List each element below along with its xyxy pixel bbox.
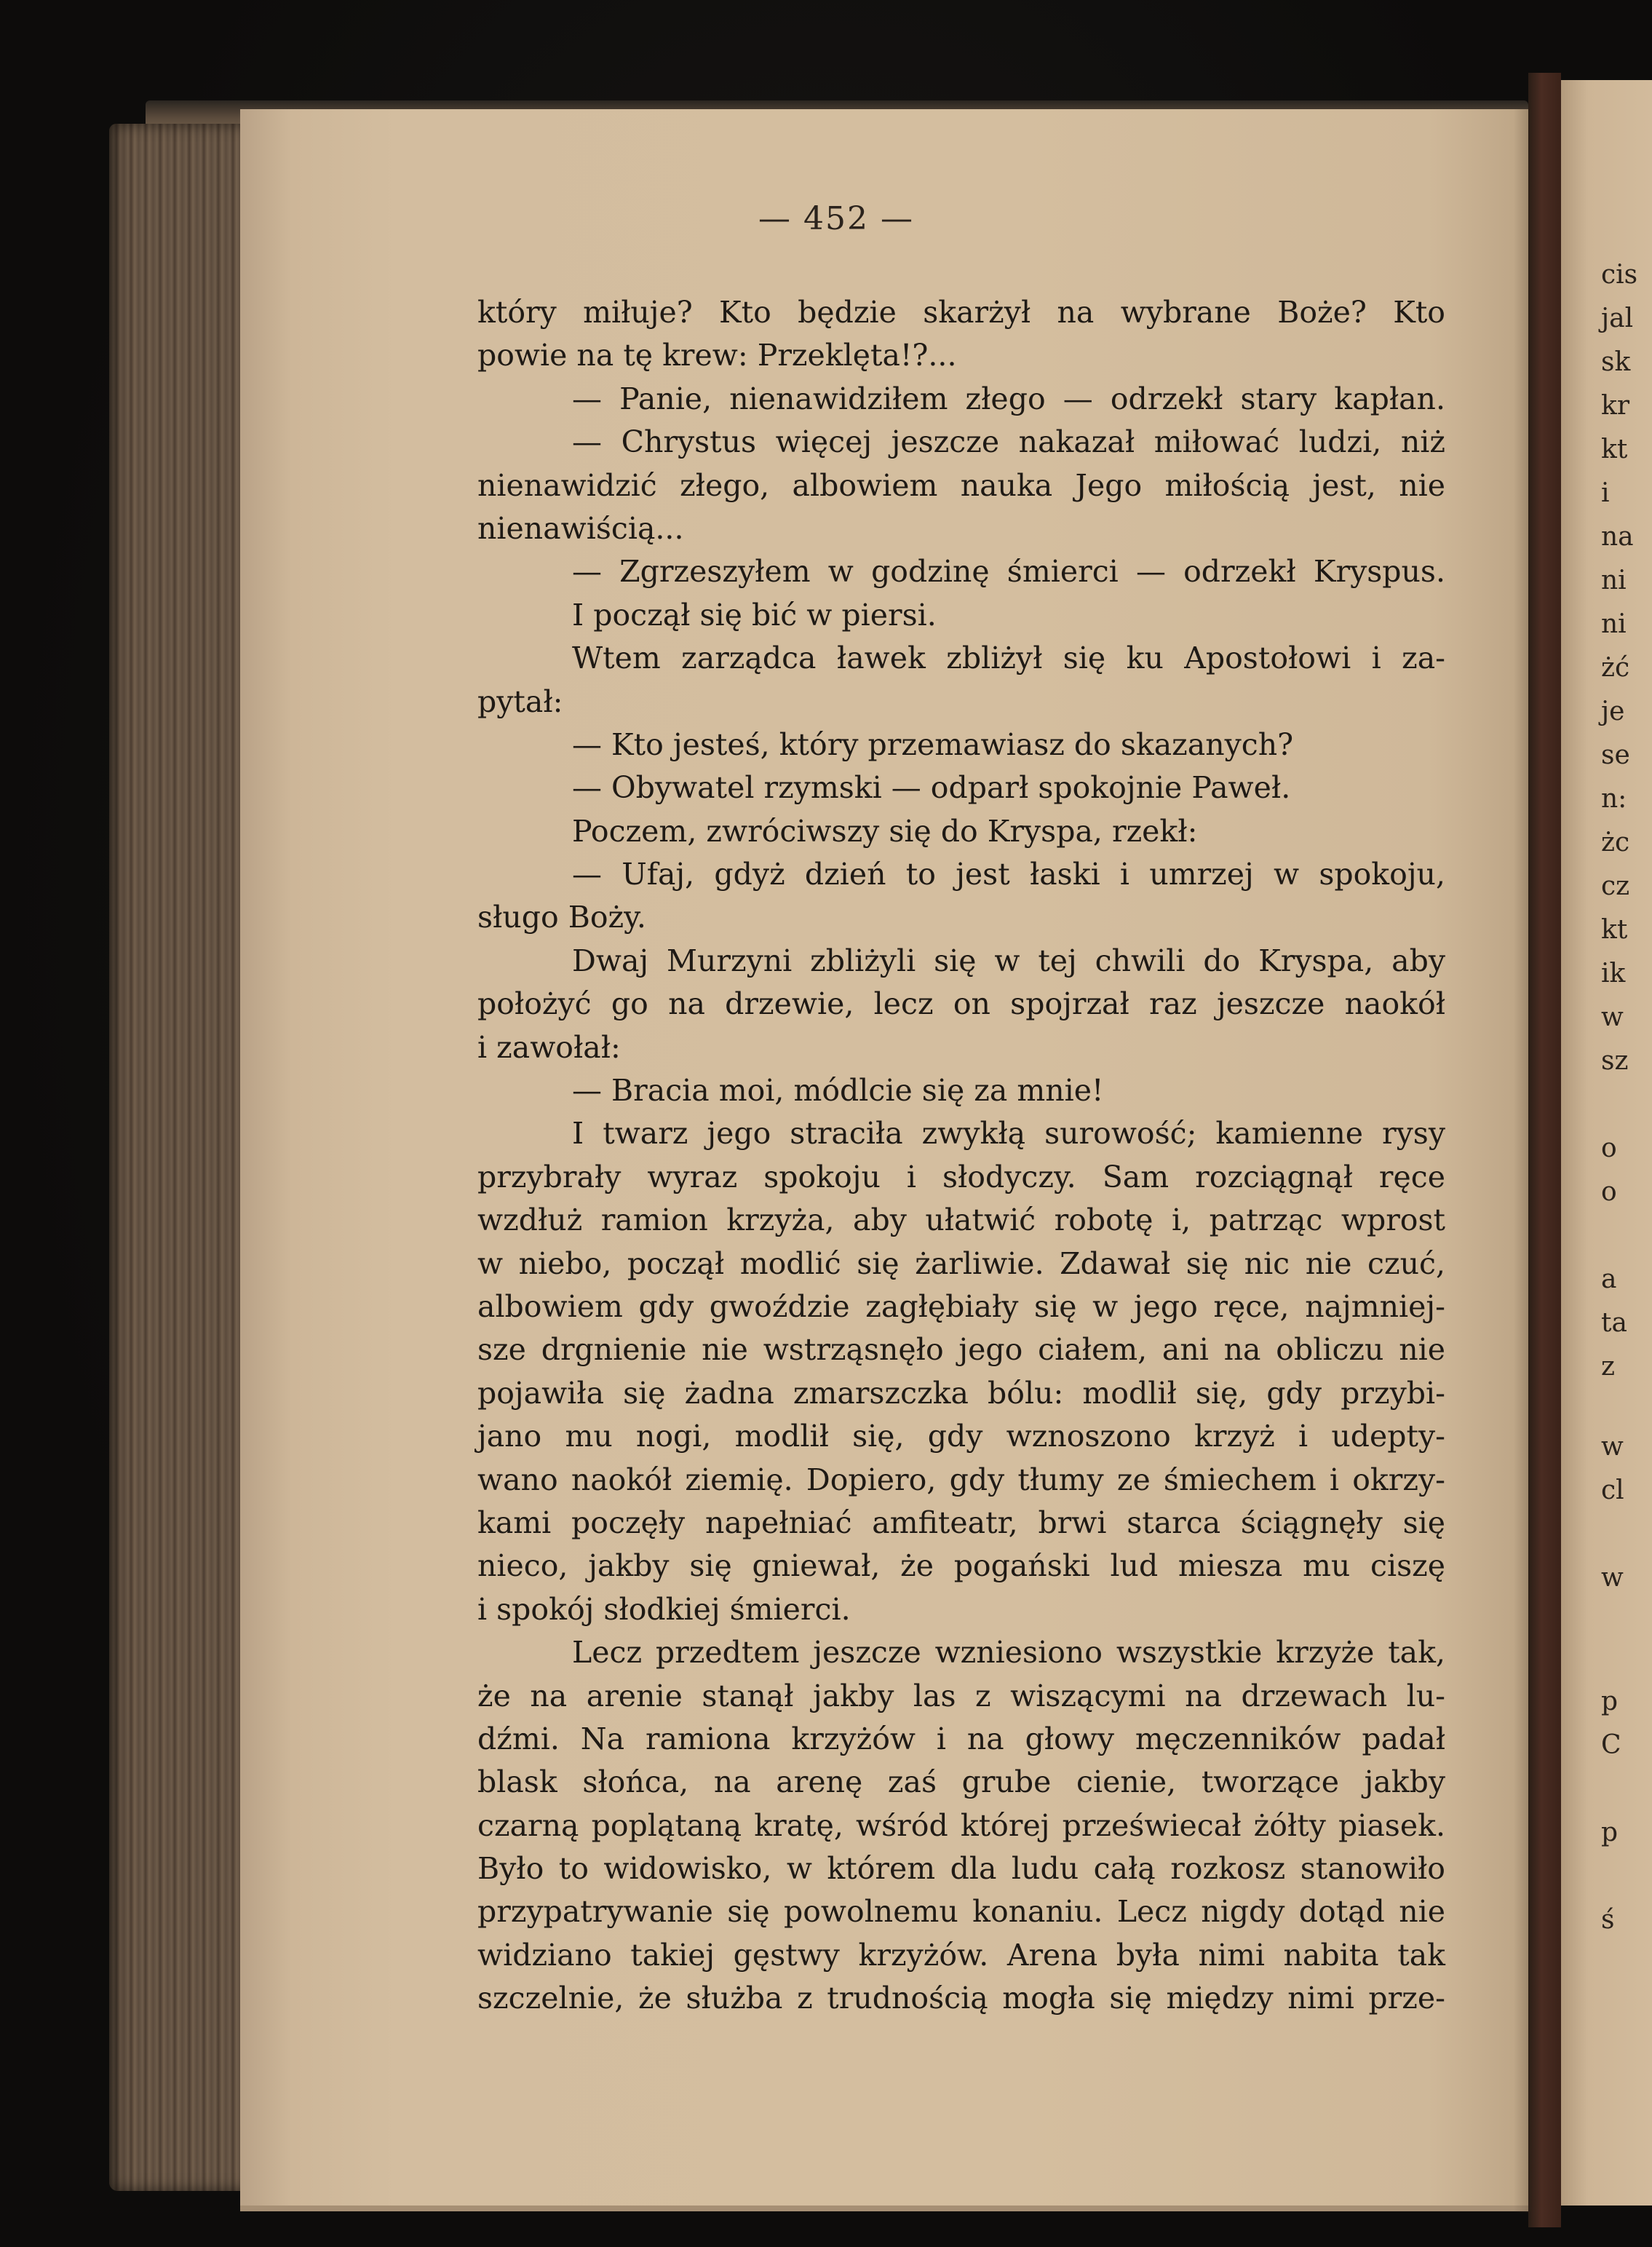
text-line: czarną poplątaną kratę, wśród której przeświecał żółty piasek. [477, 1807, 1445, 1843]
facing-page-fragment: ni [1601, 566, 1627, 595]
facing-page-fragment: p [1601, 1818, 1619, 1847]
facing-page-fragment: w [1601, 1563, 1624, 1593]
page-body-text [477, 291, 1445, 2021]
text-line: sze drgnienie nie wstrząsnęło jego ciałem, ani na obliczu nie [477, 1332, 1445, 1368]
text-line: pojawiła się żadna zmarszczka bólu: modlił się, gdy przybi- [477, 1375, 1445, 1411]
facing-page-fragment: kt [1601, 915, 1628, 945]
facing-page-fragment: a [1601, 1264, 1617, 1294]
text-line: albowiem gdy gwoździe zagłębiały się w jego ręce, najmniej- [477, 1288, 1445, 1324]
text-line: przypatrywanie się powolnemu konaniu. Lecz nigdy dotąd nie [477, 1894, 1445, 1930]
facing-page-fragment: żć [1601, 653, 1630, 683]
text-line: — Obywatel rzymski — odparł spokojnie Paweł. [572, 770, 1291, 806]
text-line: widziano takiej gęstwy krzyżów. Arena była nimi nabita tak [477, 1937, 1445, 1973]
text-line: i spokój słodkiej śmierci. [477, 1591, 851, 1627]
facing-page-fragment: cz [1601, 871, 1630, 901]
facing-page-fragment: ta [1601, 1308, 1627, 1338]
facing-page-fragment: ik [1601, 959, 1626, 988]
text-line: Wtem zarządca ławek zbliżył się ku Apostołowi i za- [572, 641, 1445, 676]
facing-page-fragment: ni [1601, 609, 1627, 639]
facing-page-fragment: kt [1601, 435, 1628, 464]
text-line: — Kto jesteś, który przemawiasz do skazanych? [572, 726, 1294, 762]
text-line: — Panie, nienawidziłem złego — odrzekł stary kapłan. [572, 381, 1445, 416]
text-line: blask słońca, na arenę zaś grube cienie, tworzące jakby [477, 1764, 1445, 1800]
facing-page-fragment: se [1601, 740, 1630, 770]
text-line: nienawiścią... [477, 510, 684, 546]
text-line: Poczem, zwróciwszy się do Kryspa, rzekł: [572, 813, 1198, 849]
facing-page-fragment: cis [1601, 260, 1638, 290]
facing-page-fragment: z [1601, 1352, 1615, 1382]
text-line: wano naokół ziemię. Dopiero, gdy tłumy ze śmiechem i okrzy- [477, 1462, 1445, 1497]
text-line: Dwaj Murzyni zbliżyli się w tej chwili do Kryspa, aby [572, 943, 1445, 978]
facing-page-fragment: p [1601, 1687, 1619, 1716]
text-line: I począł się bić w piersi. [572, 597, 937, 633]
text-line: powie na tę krew: Przeklęta!?... [477, 338, 957, 373]
page-number-text: — 452 — [758, 200, 914, 237]
facing-page-fragment: jal [1601, 304, 1634, 333]
text-line: i zawołał: [477, 1029, 621, 1065]
text-line: który miłuje? Kto będzie skarżył na wybrane Boże? Kto [477, 295, 1445, 330]
facing-page-fragment: C [1601, 1730, 1621, 1760]
text-line: — Bracia moi, módlcie się za mnie! [572, 1073, 1104, 1109]
facing-page-fragment: na [1601, 522, 1634, 552]
text-line: sługo Boży. [477, 900, 646, 935]
text-line: Było to widowisko, w którem dla ludu całą rozkosz stanowiło [477, 1851, 1445, 1887]
facing-page-fragment: żc [1601, 828, 1630, 857]
book-page-edges [109, 124, 251, 2191]
text-line: przybrały wyraz spokoju i słodyczy. Sam rozciągnął ręce [477, 1159, 1445, 1194]
text-line: kami poczęły napełniać amfiteatr, brwi starca ściągnęły się [477, 1505, 1445, 1540]
page-number [0, 200, 1652, 237]
text-line: jano mu nogi, modlił się, gdy wznoszono krzyż i udepty- [477, 1419, 1445, 1454]
text-line: — Ufaj, gdyż dzień to jest łaski i umrzej w spokoju, [572, 857, 1445, 892]
text-line: dźmi. Na ramiona krzyżów i na głowy męczenników padał [477, 1721, 1445, 1756]
book-gutter [1528, 73, 1561, 2227]
text-line: nieco, jakby się gniewał, że pogański lud miesza mu ciszę [477, 1548, 1445, 1584]
text-line: I twarz jego straciła zwykłą surowość; kamienne rysy [572, 1116, 1445, 1152]
text-line: szczelnie, że służba z trudnością mogła się między nimi prze- [477, 1981, 1445, 2016]
facing-page-fragment: je [1601, 697, 1625, 726]
facing-page-fragment: n: [1601, 784, 1627, 814]
facing-page-fragment: sz [1601, 1046, 1629, 1076]
facing-page-fragment: w [1601, 1432, 1624, 1462]
text-line: nienawidzić złego, albowiem nauka Jego miłością jest, nie [477, 467, 1445, 503]
text-line: wzdłuż ramion krzyża, aby ułatwić robotę i, patrząc wprost [477, 1202, 1445, 1238]
text-line: położyć go na drzewie, lecz on spojrzał raz jeszcze naokół [477, 986, 1445, 1022]
facing-page-text [1601, 0, 1652, 2247]
text-line: w niebo, począł modlić się żarliwie. Zdawał się nic nie czuć, [477, 1245, 1445, 1281]
text-line: Lecz przedtem jeszcze wzniesiono wszystkie krzyże tak, [572, 1635, 1445, 1671]
facing-page-fragment: cl [1601, 1475, 1624, 1505]
facing-page-fragment: ś [1601, 1905, 1615, 1935]
facing-page-fragment: kr [1601, 391, 1630, 421]
text-line: — Chrystus więcej jeszcze nakazał miłować ludzi, niż [572, 424, 1445, 460]
facing-page-fragment: i [1601, 478, 1610, 508]
text-line: że na arenie stanął jakby las z wiszącymi na drzewach lu- [477, 1678, 1445, 1713]
text-line: — Zgrzeszyłem w godzinę śmierci — odrzekł Kryspus. [572, 554, 1445, 590]
facing-page-fragment: o [1601, 1133, 1617, 1163]
facing-page-fragment: w [1601, 1002, 1624, 1032]
facing-page-fragment: o [1601, 1177, 1617, 1207]
facing-page-fragment: sk [1601, 347, 1631, 377]
text-line: pytał: [477, 683, 563, 719]
